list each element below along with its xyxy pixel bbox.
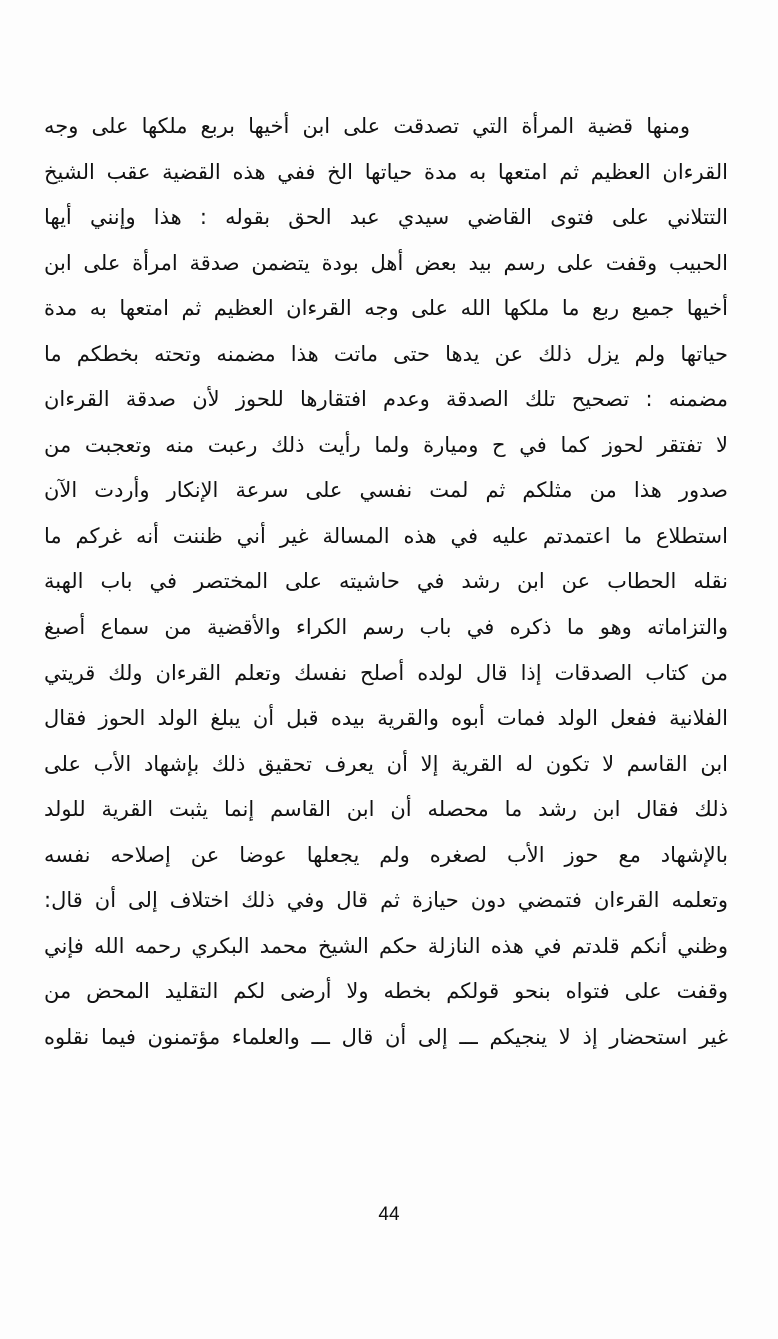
text-line: وتعلمه القرءان فتمضي دون حيازة ثم قال وفي ذلك اختلاف إلى أن قال:: [44, 888, 728, 913]
text-line: بالإشهاد مع حوز الأب لصغره ولم يجعلها عوضا عن إصلاحه نفسه: [44, 842, 728, 867]
text-line: حياتها ولم يزل ذلك عن يدها حتى ماتت هذا مضمنه وتحته بخطكم ما: [44, 341, 728, 366]
text-line: ابن القاسم لا تكون له القرية إلا أن يعرف تحقيق ذلك بإشهاد الأب على: [44, 751, 728, 776]
text-line: وقفت على فتواه بنحو قولكم بخطه ولا أرضى لكم التقليد المحض من: [44, 979, 728, 1004]
text-line: الحبيب وقفت على رسم بيد بعض أهل بودة يتضمن صدقة امرأة على ابن: [44, 250, 728, 275]
text-line: الفلانية ففعل الولد فمات أبوه والقرية بيده قبل أن يبلغ الولد الحوز فقال: [44, 706, 728, 731]
text-line: القرءان العظيم ثم امتعها به مدة حياتها الخ ففي هذه القضية عقب الشيخ: [44, 159, 728, 184]
text-line: مضمنه : تصحيح تلك الصدقة وعدم افتقارها للحوز لأن صدقة القرءان: [44, 387, 728, 412]
text-line: وظني أنكم قلدتم في هذه النازلة حكم الشيخ محمد البكري رحمه الله فإني: [44, 933, 728, 958]
text-line: ومنها قضية المرأة التي تصدقت على ابن أخيها بربع ملكها على وجه: [44, 114, 690, 138]
text-line: أخيها جميع ربع ما ملكها الله على وجه القرءان العظيم ثم امتعها به مدة: [44, 296, 728, 321]
text-line: والتزاماته وهو ما ذكره في باب رسم الكراء والأقضية من سماع أصبغ: [44, 615, 728, 640]
page-number: 44: [378, 1204, 400, 1225]
body-text: [44, 104, 728, 1060]
text-line: غير استحضار إذ لا ينجيكم ـــ إلى أن قال ـــ والعلماء مؤتمنون فيما نقلوه: [44, 1024, 728, 1049]
text-line: ذلك فقال ابن رشد ما محصله أن ابن القاسم إنما يثبت القرية للولد: [44, 797, 728, 822]
text-line: من كتاب الصدقات إذا قال لولده أصلح نفسك وتعلم القرءان ولك قريتي: [44, 660, 728, 685]
text-line: استطلاع ما اعتمدتم عليه في هذه المسالة غير أني ظننت أنه غركم ما: [44, 523, 728, 548]
text-line: نقله الحطاب عن ابن رشد في حاشيته على المختصر في باب الهبة: [44, 569, 728, 594]
text-line: لا تفتقر لحوز كما في ح وميارة ولما رأيت ذلك رعبت منه وتعجبت من: [44, 432, 728, 457]
text-line: التتلاني على فتوى القاضي سيدي عبد الحق بقوله : هذا وإنني أيها: [44, 205, 728, 230]
text-line: صدور هذا من مثلكم ثم لمت نفسي على سرعة الإنكار وأردت الآن: [44, 478, 728, 503]
